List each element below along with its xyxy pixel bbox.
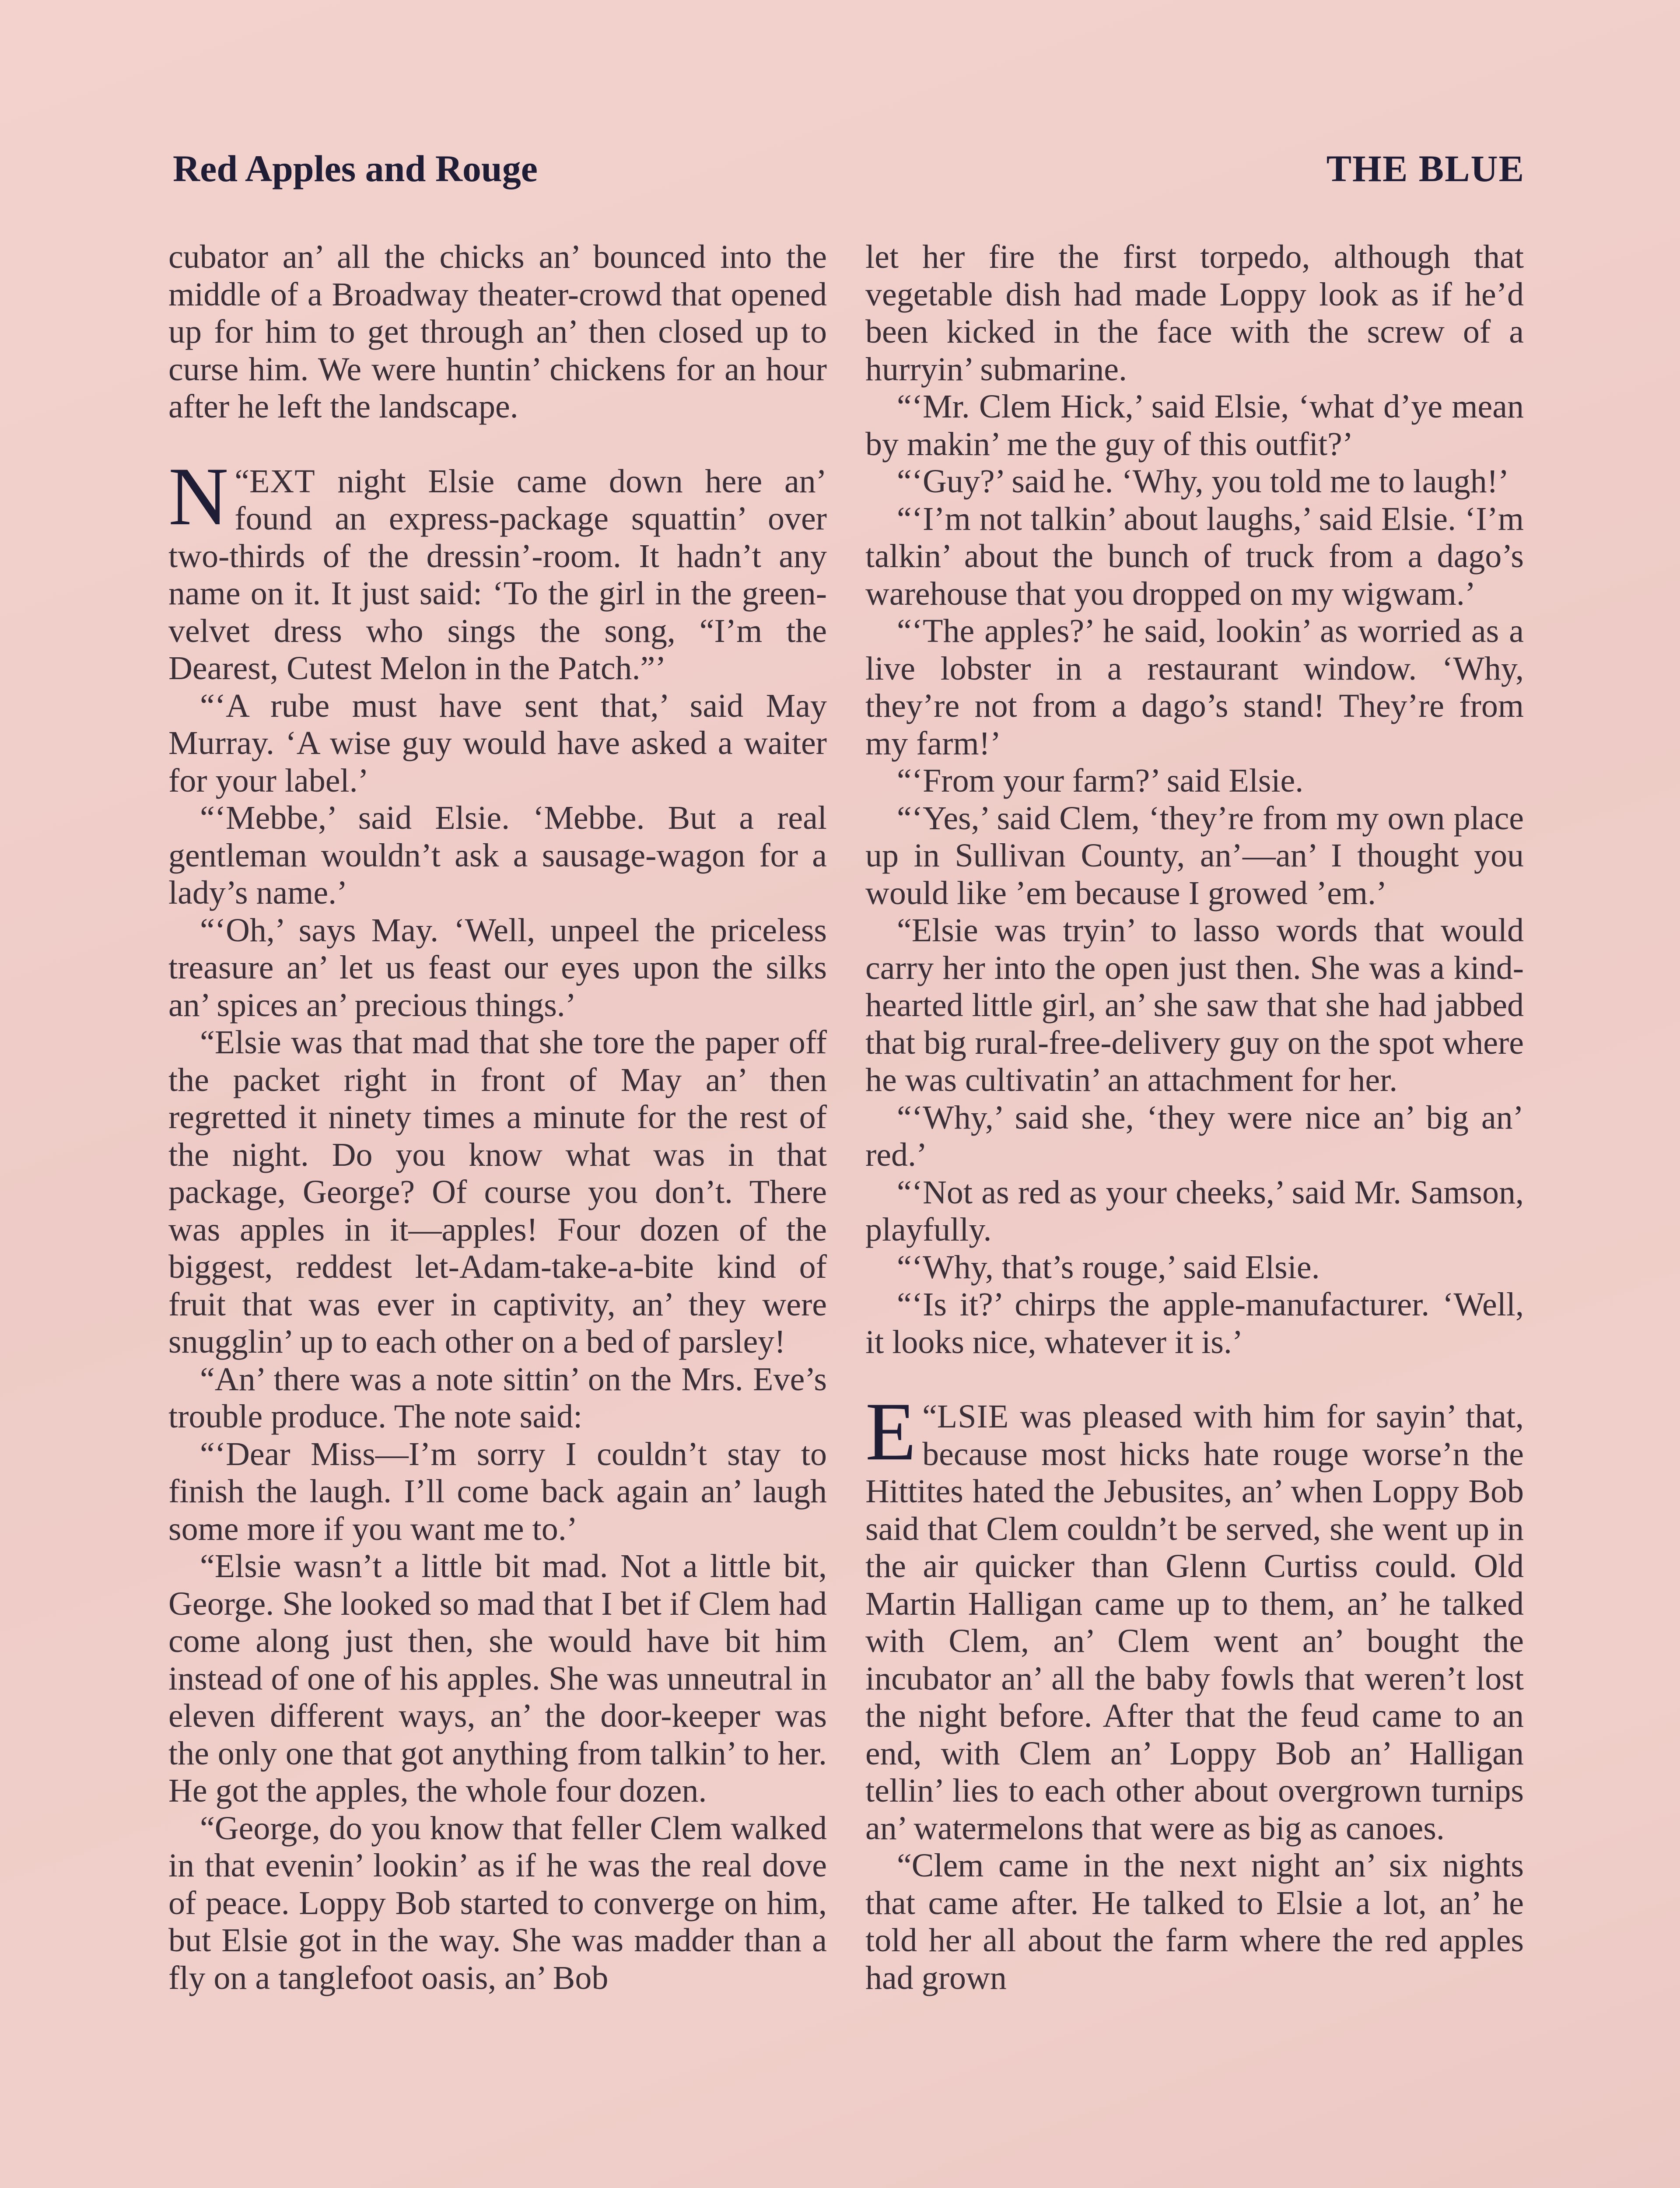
paragraph: “George, do you know that feller Clem walked in that evenin’ lookin’ as if he was the real dove of peace. Loppy Bob started to converge on him, but Elsie got in the way. She was madder than a fly on a tanglefoot oasis, an’ Bob	[168, 1809, 827, 1996]
paragraph: “‘Yes,’ said Clem, ‘they’re from my own place up in Sullivan County, an’—an’ I thought you would like ’em because I growed ’em.’	[865, 799, 1524, 912]
paragraph-text: night Elsie came down here an’ found an express-package squattin’ over two-thirds of the dressin’-room. It hadn’t any name on it. It just said: ‘To the girl in the green-velvet dress who sings the song, “I’m the Dearest, Cutest Melon in the Patch.”’	[168, 463, 827, 687]
left-column	[168, 238, 827, 2188]
open-quote: “	[922, 1398, 937, 1435]
paragraph: cubator an’ all the chicks an’ bounced into the middle of a Broadway theater-crowd that opened up for him to get through an’ then closed up to curse him. We were huntin’ chickens for an hour after he left the landscape.	[168, 238, 827, 425]
paragraph: “‘Dear Miss—I’m sorry I couldn’t stay to finish the laugh. I’ll come back again an’ laugh some more if you want me to.’	[168, 1435, 827, 1547]
paragraph-dropcap	[168, 450, 827, 687]
small-caps-word: EXT	[249, 463, 315, 500]
right-column	[865, 238, 1524, 2188]
paragraph: “Elsie was tryin’ to lasso words that would carry her into the open just then. She was a kind-hearted little girl, an’ she saw that she had jabbed that big rural-free-delivery guy on the spot where he was cultivatin’ an attachment for her.	[865, 912, 1524, 1098]
paragraph: “‘Guy?’ said he. ‘Why, you told me to laugh!’	[897, 463, 1509, 500]
paragraph: “‘I’m not talkin’ about laughs,’ said Elsie. ‘I’m talkin’ about the bunch of truck from a dago’s warehouse that you dropped on my wigwam.’	[865, 500, 1524, 612]
open-quote: “	[234, 463, 249, 500]
magazine-title: THE BLUE	[1326, 147, 1525, 189]
paragraph: “Elsie wasn’t a little bit mad. Not a little bit, George. She looked so mad that I bet if Clem had come along just then, she would have bit him instead of one of his apples. She was unneutral in eleven different ways, an’ the door-keeper was the only one that got anything from talkin’ to her. He got the apples, the whole four dozen.	[168, 1548, 827, 1809]
paragraph: “Elsie was that mad that she tore the paper off the packet right in front of May an’ then regretted it ninety times a minute for the rest of the night. Do you know what was in that package, George? Of course you don’t. There was apples in it—apples! Four dozen of the biggest, reddest let-Adam-take-a-bite kind of fruit that was ever in captivity, an’ they were snugglin’ up to each other on a bed of parsley!	[168, 1024, 827, 1360]
small-caps-word: LSIE	[937, 1398, 1009, 1435]
paragraph: “‘Why,’ said she, ‘they were nice an’ big an’ red.’	[865, 1099, 1524, 1173]
paragraph: “An’ there was a note sittin’ on the Mrs. Eve’s trouble produce. The note said:	[168, 1360, 827, 1435]
paragraph: “Clem came in the next night an’ six nights that came after. He talked to Elsie a lot, an’ he told her all about the farm where the red apples had grown	[865, 1847, 1524, 1996]
running-header	[173, 147, 1525, 208]
paragraph-dropcap	[865, 1386, 1524, 1847]
paragraph: “‘From your farm?’ said Elsie.	[897, 762, 1304, 799]
drop-cap-letter: E	[865, 1386, 917, 1478]
paragraph: let her fire the first torpedo, although that vegetable dish had made Loppy look as if he’d been kicked in the face with the screw of a hurryin’ submarine.	[865, 238, 1524, 388]
paragraph: “‘Mebbe,’ said Elsie. ‘Mebbe. But a real gentleman wouldn’t ask a sausage-wagon for a lady’s name.’	[168, 799, 827, 911]
paragraph: “‘Is it?’ chirps the apple-manufacturer. ‘Well, it looks nice, whatever it is.’	[865, 1286, 1524, 1360]
story-title: Red Apples and Rouge	[173, 147, 538, 189]
paragraph: “‘A rube must have sent that,’ said May Murray. ‘A wise guy would have asked a waiter for your label.’	[168, 687, 827, 799]
drop-cap-letter: N	[168, 450, 229, 543]
paragraph: “‘Mr. Clem Hick,’ said Elsie, ‘what d’ye mean by makin’ me the guy of this outfit?’	[865, 388, 1524, 463]
paragraph-text: was pleased with him for sayin’ that, because most hicks hate rouge worse’n the Hittites hated the Jebusites, an’ when Loppy Bob said that Clem couldn’t be served, she went up in the air quicker than Glenn Curtiss could. Old Martin Halligan came up to them, an’ he talked with Clem, an’ Clem went an’ bought the incubator an’ all the baby fowls that weren’t lost the night before. After that the feud came to an end, with Clem an’ Loppy Bob an’ Halligan tellin’ lies to each other about overgrown turnips an’ watermelons that were as big as canoes.	[865, 1398, 1524, 1847]
paragraph: “‘Oh,’ says May. ‘Well, unpeel the priceless treasure an’ let us feast our eyes upon the silks an’ spices an’ precious things.’	[168, 912, 827, 1024]
paragraph: “‘Not as red as your cheeks,’ said Mr. Samson, playfully.	[865, 1174, 1524, 1248]
paragraph: “‘Why, that’s rouge,’ said Elsie.	[897, 1248, 1320, 1286]
paragraph: “‘The apples?’ he said, lookin’ as worried as a live lobster in a restaurant window. ‘Why, they’re not from a dago’s stand! They’re from my farm!’	[865, 613, 1524, 762]
